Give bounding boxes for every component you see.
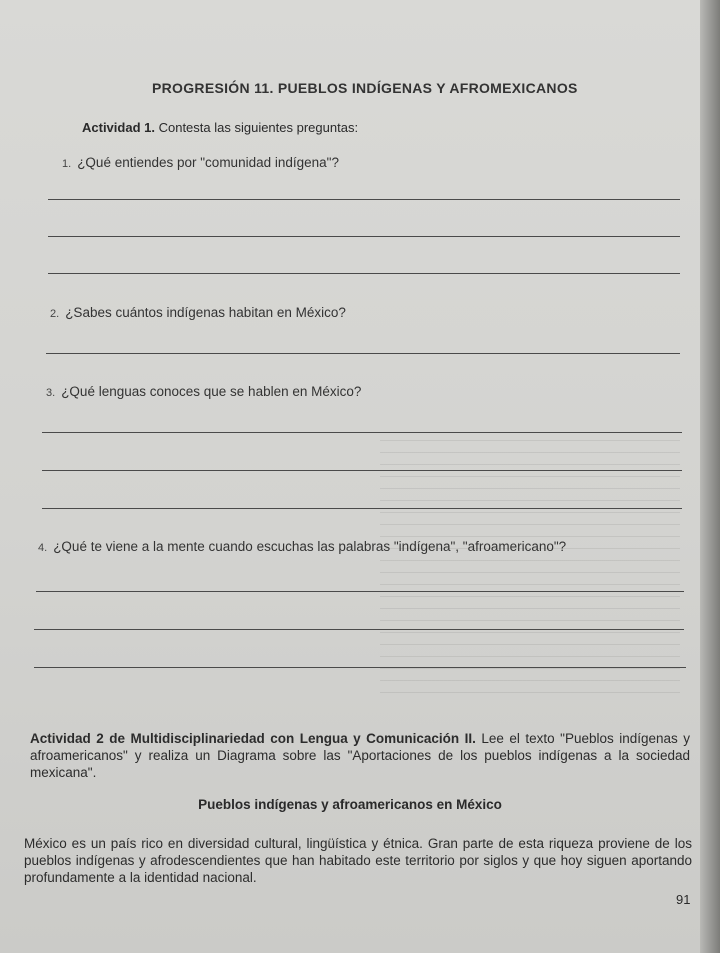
bleed-through-area [380,440,680,700]
activity-2-instruction [30,730,690,781]
stacked-pages-edge [700,0,720,953]
question-text: ¿Qué lenguas conoces que se hablen en México? [61,384,362,399]
answer-line[interactable] [42,508,682,509]
answer-line[interactable] [48,236,680,237]
answer-line[interactable] [34,667,686,668]
question-3 [46,384,361,399]
answer-line[interactable] [48,199,680,200]
answer-line[interactable] [36,591,684,592]
question-number: 3. [46,387,56,399]
question-1 [62,155,339,170]
question-number: 2. [50,308,60,320]
question-text: ¿Sabes cuántos indígenas habitan en México? [65,305,346,320]
answer-line[interactable] [46,353,680,354]
page-title: PROGRESIÓN 11. PUEBLOS INDÍGENAS Y AFROMEXICANOS [152,80,578,96]
reading-heading: Pueblos indígenas y afroamericanos en México [198,797,502,812]
activity-2-text: Lee el texto "Pueblos indígenas y afroamericanos" y realiza un Diagrama sobre las "Aportaciones de los pueblos indígenas a la sociedad mexicana". [30,731,690,780]
page-number: 91 [676,892,691,907]
question-2 [50,305,346,320]
question-number: 1. [62,158,72,170]
activity-1-label: Actividad 1. [82,120,155,135]
answer-line[interactable] [42,470,682,471]
reading-body: México es un país rico en diversidad cultural, lingüística y étnica. Gran parte de esta riqueza proviene de los pueblos indígenas y afrodescendientes que han habitado este territorio por siglos y que hoy siguen aportando profundamente a la identidad nacional. [24,836,692,885]
activity-2-label: Actividad 2 de Multidisciplinariedad con Lengua y Comunicación II. [30,731,476,746]
question-text: ¿Qué te viene a la mente cuando escuchas las palabras "indígena", "afroamericano"? [53,539,567,554]
activity-1-text: Contesta las siguientes preguntas: [158,120,359,135]
question-4 [38,539,566,554]
activity-1-instruction [82,120,358,135]
answer-line[interactable] [34,629,684,630]
answer-line[interactable] [42,432,682,433]
question-number: 4. [38,542,48,554]
question-text: ¿Qué entiendes por "comunidad indígena"? [77,155,339,170]
answer-line[interactable] [48,273,680,274]
